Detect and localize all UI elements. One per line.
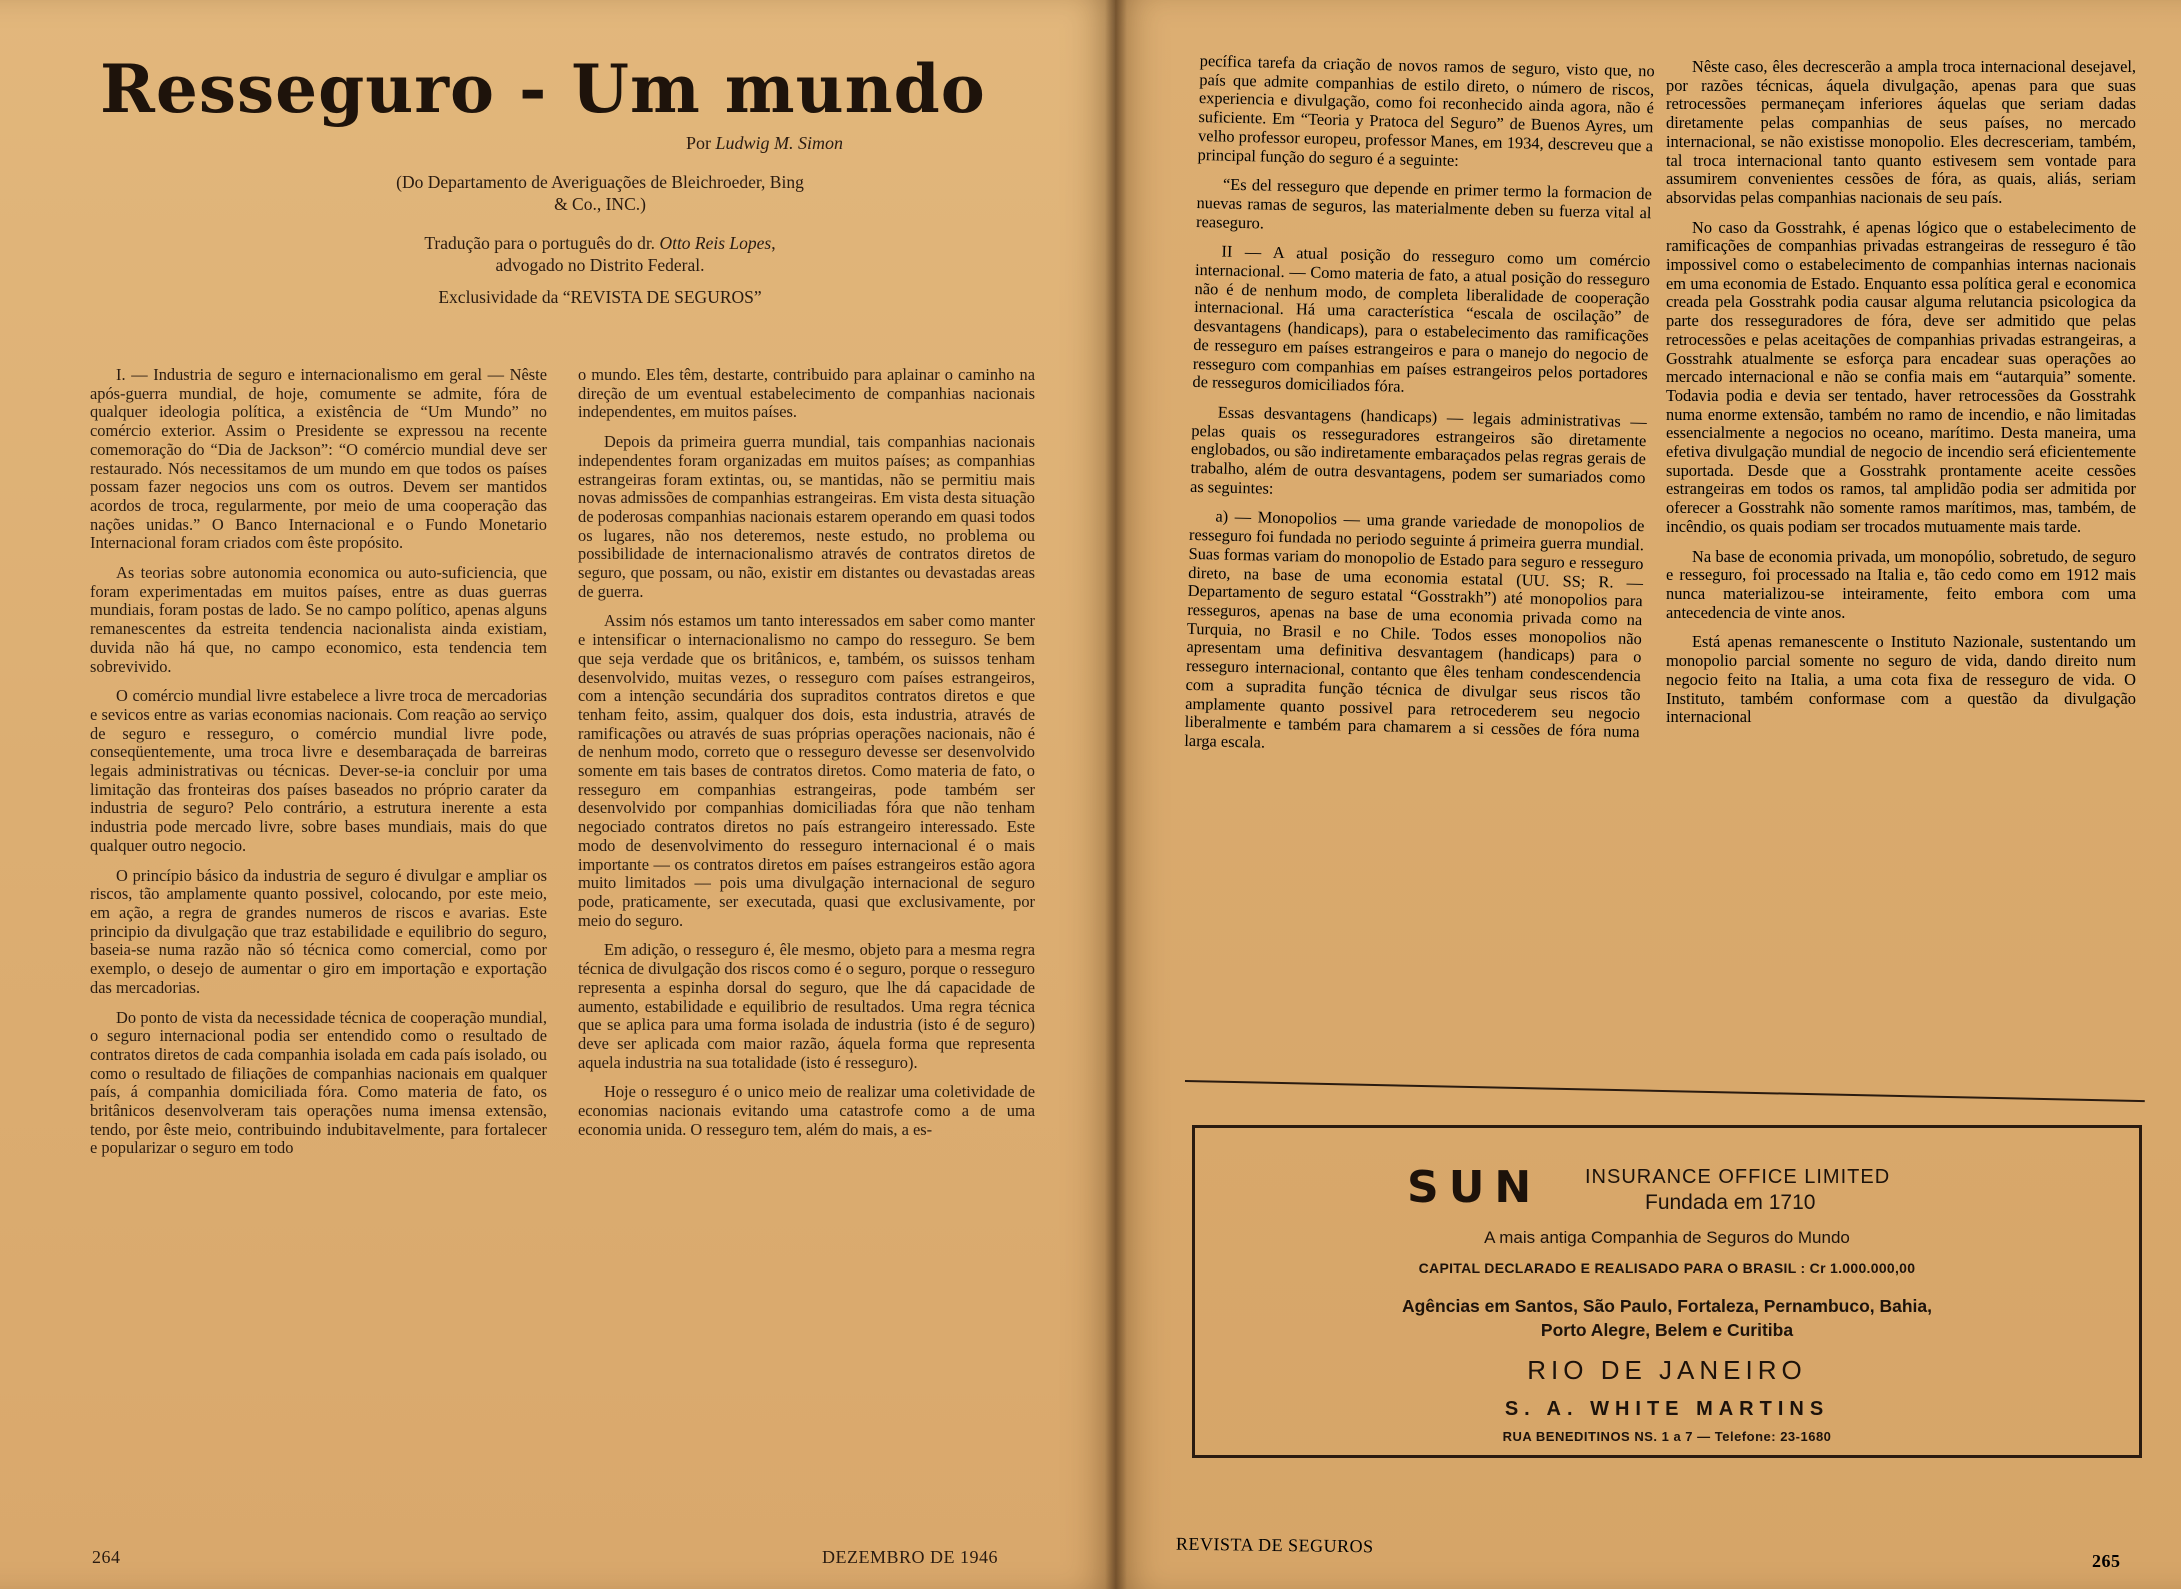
journal-name: REVISTA DE SEGUROS bbox=[1175, 1533, 1374, 1557]
ad-capital: CAPITAL DECLARADO E REALISADO PARA O BRASIL : Cr 1.000.000,00 bbox=[1418, 1260, 1916, 1276]
section-heading-paragraph: II — A atual posição do resseguro como um comércio internacional. — Como materia de fato, a atual posição do resseguro não é de nenhum modo, de completa liberalidade de cooperação internacional. Há uma característica “escala de oscilação” de desvantagens (handicaps), para o estabelecimento das ramificações de resseguro em países estrangeiros e para o manejo do negocio de resseguro com companhias em países estrangeiros pelos portadores de resseguros domiciliados fóra. bbox=[1192, 241, 1651, 396]
paragraph: Depois da primeira guerra mundial, tais companhias nacionais independentes foram organizadas em muitos países; as companhias estrangeiras foram extintas, ou, se mantidas, não se permitiu mais novas admissões de companhias estrangeiras. Em vista desta situação de poderosas companhias nacionais estarem operando em quasi todos os lugares, não nos deteremos, neste estudo, no problema ou possibilidade de internacionalismo através de contratos diretos de seguro, que possam, ou não, existir em distantes ou devastadas areas de guerra. bbox=[578, 432, 1035, 601]
paragraph: I. — Industria de seguro e internacionalismo em geral — Nêste após-guerra mundial, de hoje, comumente se admite, fóra de qualquer ideologia política, a existência de “Um Mundo” no comércio exterior. Assim o Presidente se expressou na recente comemoração do “Dia de Jackson”: “O comércio mundial deve ser restaurado. Nós necessitamos de um mundo em que todos os países possam fazer negocios uns com os outros. Devem ser mantidos acordos de troca, regularmente, por meio de uma cooperação das nações unidas.” O Banco Internacional e o Fundo Monetario Internacional foram criados com êste propósito. bbox=[90, 365, 547, 553]
paragraph: a) — Monopolios — uma grande variedade de monopolios de resseguro foi fundada no periodo seguinte á primeira guerra mundial. Suas formas variam do monopolio de Estado para seguro e resseguro direto, na base de uma economia estatal (UU. SS; R. — Departamento de seguro estatal “Gosstrakh”) até monopolios para resseguros, apenas na base de uma economia privada como na Turquia, no Brasil e no Chile. Todos esses monopolios não apresentam uma definitiva desvantagem (handicaps) para o resseguro internacional, contanto que êles tenham condescendencia com a supradita função técnica de divulgar seus riscos tão amplamente quanto possivel para retrocederem seu negocio liberalmente e também para chamarem a si cessões de fóra numa larga escala. bbox=[1184, 506, 1645, 752]
paragraph: Hoje o resseguro é o unico meio de realizar uma coletividade de economias nacionais evitando uma catastrofe como a de uma economia unida. O resseguro tem, além do mais, a es- bbox=[578, 1082, 1035, 1139]
paragraph: Assim nós estamos um tanto interessados em saber como manter e intensificar o internacionalismo no campo do resseguro. Se bem que seja verdade que os britânicos, e, também, os suissos tenham desenvolvido, muitas vezes, o resseguro com países estrangeiros, com a intenção secundária dos supraditos contratos diretos e que tenham feito, assim, qualquer dos dois, esta industria, através de ramificações ou através de suas próprias operações nacionais, não é de nenhum modo, correto que o resseguro devesse ser desenvolvido somente em tais bases de contratos diretos. Como materia de fato, o resseguro em companhias estrangeiras, pode também ser desenvolvido por companhias domiciliadas fóra que não tenham negociado contratos diretos no país estrangeiro interessado. Este modo de desenvolvimento do resseguro internacional é o mais importante — os contratos diretos em países estrangeiros estão agora muito limitados — pois uma divulgação internacional de seguro pode, praticamente, ser executada, quasi que exclusivamente, por meio do seguro. bbox=[578, 611, 1035, 930]
translation-credit bbox=[390, 232, 810, 276]
translation-prefix: Tradução para o português do dr. bbox=[424, 233, 656, 253]
ad-company-name: INSURANCE OFFICE LIMITED bbox=[1585, 1166, 1891, 1188]
ad-founded: Fundada em 1710 bbox=[1645, 1191, 1816, 1214]
paragraph: Nêste caso, êles decrescerão a ampla troca internacional desejavel, por razões técnicas, áquela divulgação, apenas para que suas retrocessões permaneçam inferiores áquelas que seriam dadas diretamente pelas companhias de seus países, no mercado internacional, se não existisse monopolio. Eles decresceriam, também, tal troca internacional tanto quanto estivesem sem vontade para assumirem convenientes cessões de fóra, as quais, aliás, seriam absorvidas pelas companhias nacionais de seu país. bbox=[1666, 57, 2136, 207]
paragraph: Está apenas remanescente o Instituto Nazionale, sustentando um monopolio parcial somente no seguro de vida, dando direito num negocio feito na Italia, a uma cota fixa de resseguro de vida. O Instituto, também conformase com a questão da divulgação internacional bbox=[1666, 632, 2136, 727]
paragraph: Do ponto de vista da necessidade técnica de cooperação mundial, o seguro internacional podia ser entendido como o resultado de contratos diretos de cada companhia isolada em cada país isolado, ou como o resultado de filiações de companhias nacionais em qualquer país, á companhia domiciliada fóra. Como materia de fato, os britânicos desenvolveram tais operações numa imensa extensão, tendo, por êste meio, contribuindo indubitavelmente, para fortalecer e popularizar o seguro em todo bbox=[90, 1007, 547, 1158]
page-gutter bbox=[1105, 0, 1127, 1589]
ad-agent: S. A. WHITE MARTINS bbox=[1504, 1398, 1830, 1420]
paragraph: Na base de economia privada, um monopólio, sobretudo, de seguro e resseguro, foi processado na Italia e, tão cedo como em 1912 mais nunca materializou-se inteiramente, feito embora com uma antecedencia de vinte anos. bbox=[1666, 546, 2136, 622]
author-name: Ludwig M. Simon bbox=[715, 133, 844, 153]
paragraph: Essas desvantagens (handicaps) — legais administrativas — pelas quais os resseguradores estrangeiros são diretamente englobados, ou são indiretamente embaraçados pelas regras gerais de trabalho, além de outra desvantagens, podem ser sumariados como as seguintes: bbox=[1189, 402, 1647, 498]
article-title: Resseguro - Um mundo bbox=[100, 50, 986, 128]
ad-city: RIO DE JANEIRO bbox=[1527, 1355, 1807, 1385]
translator-name: Otto Reis Lopes bbox=[659, 233, 772, 253]
sun-insurance-advertisement bbox=[1192, 1125, 2142, 1458]
ad-tagline: A mais antiga Companhia de Seguros do Mundo bbox=[1484, 1228, 1850, 1247]
text-column-1 bbox=[90, 366, 547, 1169]
paragraph: pecífica tarefa da criação de novos ramos de seguro, visto que, no país que admite companhias de estilo direto, o número de riscos, experiencia e divulgação, como foi reconhecido ainda agora, não é suficiente. Em “Teoria y Pratoca del Seguro” de Buenos Ayres, um velho professor europeu, professor Manes, em 1934, descreveu que a principal função do seguro é a seguinte: bbox=[1197, 51, 1655, 170]
issue-date: DEZEMBRO DE 1946 bbox=[822, 1547, 998, 1567]
right-page-number: 265 bbox=[2092, 1551, 2121, 1571]
ad-brand: SUN bbox=[1407, 1162, 1542, 1213]
ad-address: RUA BENEDITINOS NS. 1 a 7 — Telefone: 23-1680 bbox=[1502, 1429, 1832, 1444]
paragraph: No caso da Gosstrahk, é apenas lógico que o estabelecimento de ramificações de companhias privadas estrangeiras de resseguro é tão impossivel como o estabelecimento de companhias internas nacionais em uma economia de Estado. Enquanto essa política geral e economica creada pela Gosstrahk podia causar alguma relutancia psicologica da parte dos resseguradores de fóra, deve ser admitido que pelas retrocessões e pelas aceitações de companhias privadas estrangeiras, a Gosstrahk atualmente se esforça para encadear suas operações ao mercado internacional e não se confia mais em “autarquia” somente. Todavia podia e devia ser tentado, haver retrocessões da Gosstrahk numa enorme extensão, também no ramo de incendio, e não limitadas essencialmente a negocios no oceano, marítimo. Desta maneira, uma efetiva divulgação mundial de negocio de incendio será eficientemente suportada. Desde que a Gosstrahk prontamente aceite cessões estrangeiras em todos os ramos, tal amplidão podia ser admitida por oferecer a Gosstrahk não somente ramos marítimos, mas, também, de incêndio, os quais podiam ser trocados mutuamente mais tarde. bbox=[1666, 217, 2136, 536]
byline bbox=[686, 133, 843, 154]
text-column-2 bbox=[578, 366, 1035, 1150]
ad-agencies bbox=[1195, 1294, 2139, 1342]
byline-prefix: Por bbox=[686, 133, 712, 153]
author-department: (Do Departamento de Averiguações de Bleichroeder, Bing & Co., INC.) bbox=[396, 172, 804, 214]
paragraph: O comércio mundial livre estabelece a livre troca de mercadorias e sevicos entre as varias economias nacionais. Com reação ao serviço de seguro e resseguro, o comércio mundial livre pode, conseqüentemente, uma troca livre e desembaraçada de barreiras legais administrativas ou técnicas. Dever-se-ia concluir por uma limitação das fronteiras dos países baseados no próprio carater da industria de seguro? Pelo contrário, a estrutura inerente a esta industria pode mercado livre, sobre bases mundiais, mais do que qualquer outro negocio. bbox=[90, 686, 547, 855]
paragraph: o mundo. Eles têm, destarte, contribuido para aplainar o caminho na direção de um eventual estabelecimento de companhias nacionais independentes, em muitos países. bbox=[578, 365, 1035, 422]
paragraph: As teorias sobre autonomia economica ou auto-suficiencia, que foram experimentadas em muitos países, entre as duas guerras mundiais, foram postas de lado. Se no campo político, apenas alguns remanescentes da estreita tendencia nacionalista ainda existiam, duvida não há que, no campo economico, esta tendencia tem sobrevivido. bbox=[90, 563, 547, 676]
quote-paragraph: “Es del resseguro que depende en primer termo la formacion de nuevas ramas de seguros, las materialmente deben su fuerza vital al reaseguro. bbox=[1195, 174, 1653, 233]
ad-agencies-line: Porto Alegre, Belem e Curitiba bbox=[1540, 1320, 1794, 1340]
paragraph: Em adição, o resseguro é, êle mesmo, objeto para a mesma regra técnica de divulgação dos riscos como é o seguro, porque o resseguro representa a espinha dorsal do seguro, que lhe dá capacidade de aumento, estabilidade e equilibrio de resultados. Uma regra técnica que se aplica para uma forma isolada de industria (isto é de seguro) deve ser aplicada com maior razão, áquela forma que representa aquela industria na sua totalidade (isto é resseguro). bbox=[578, 940, 1035, 1072]
text-column-3 bbox=[1184, 52, 1655, 772]
paragraph: O princípio básico da industria de seguro é divulgar e ampliar os riscos, tão amplamente quanto possivel, colocando, por este meio, em ação, a regra de grandes numeros de riscos e avarias. Este principio da divulgação que traz estabilidade e equilibrio do seguro, baseia-se numa razão não só técnica como comercial, como por exemplo, o desejo de aumentar o giro em importação e exportação das mercadorias. bbox=[90, 865, 547, 997]
text-column-4 bbox=[1666, 58, 2136, 738]
exclusivity-note: Exclusividade da “REVISTA DE SEGUROS” bbox=[438, 287, 762, 307]
left-page-number: 264 bbox=[92, 1547, 121, 1567]
translator-role: , advogado no Distrito Federal. bbox=[495, 233, 776, 275]
ad-agencies-line: Agências em Santos, São Paulo, Fortaleza, Pernambuco, Bahia, bbox=[1401, 1296, 1933, 1316]
